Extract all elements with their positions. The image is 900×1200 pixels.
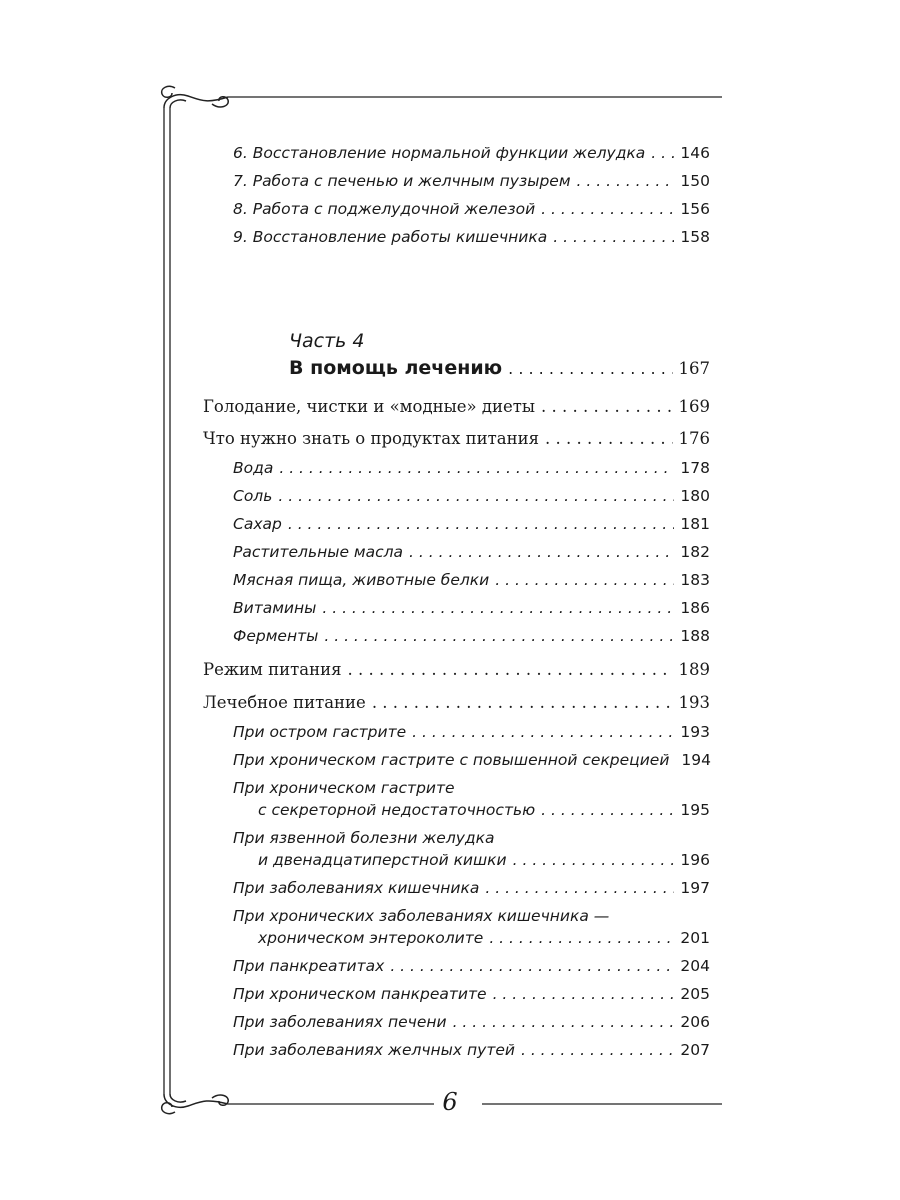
toc-entry-title: и двенадцатиперстной кишки xyxy=(258,851,507,869)
dot-leader xyxy=(493,983,675,1005)
toc-entry-page: 183 xyxy=(680,571,710,589)
dot-leader xyxy=(453,1011,675,1033)
toc-entry-page: 156 xyxy=(680,200,710,218)
toc-entry-title: 7. Работа с печенью и желчным пузырем xyxy=(233,172,571,190)
toc-entry-page: 158 xyxy=(680,228,710,246)
toc-entry-page: 194 xyxy=(681,751,712,769)
toc-entry-title: При заболеваниях печени xyxy=(233,1013,447,1031)
toc-entry xyxy=(233,877,710,899)
toc-entry-page: 193 xyxy=(680,723,710,741)
toc-section-title: Режим питания xyxy=(203,660,342,679)
toc-section-title: Лечебное питание xyxy=(203,693,366,712)
dot-leader xyxy=(485,877,674,899)
toc-entry xyxy=(233,983,710,1005)
toc-entry xyxy=(233,1011,710,1033)
toc-entry-title: Вода xyxy=(233,459,274,477)
toc-entry-page: 196 xyxy=(680,851,710,869)
toc-entry-page: 181 xyxy=(680,515,710,533)
toc-entry-page: 206 xyxy=(680,1013,710,1031)
toc-entry xyxy=(233,597,710,619)
dot-leader xyxy=(412,721,674,743)
toc-entry-title: 6. Восстановление нормальной функции желудка xyxy=(233,144,646,162)
toc-entry-page: 205 xyxy=(680,985,710,1003)
toc-section-page: 193 xyxy=(678,693,710,712)
toc-entry-title: Соль xyxy=(233,487,273,505)
toc-entry-line1: При хронических заболеваниях кишечника — xyxy=(233,907,610,925)
dot-leader xyxy=(372,692,673,714)
toc-entry-page: 195 xyxy=(680,801,710,819)
dot-leader xyxy=(279,457,674,479)
toc-section xyxy=(203,428,710,450)
toc-entry-page: 180 xyxy=(680,487,710,505)
dot-leader xyxy=(521,1039,674,1061)
toc-entry xyxy=(233,170,710,192)
toc-entry-title: Ферменты xyxy=(233,627,319,645)
toc-entry xyxy=(233,749,710,771)
toc-entry-page: 188 xyxy=(680,627,710,645)
toc-entry-title: Растительные масла xyxy=(233,543,404,561)
toc-section-page: 189 xyxy=(678,660,710,679)
dot-leader xyxy=(324,625,674,647)
dot-leader xyxy=(288,513,675,535)
toc-entry-title: Сахар xyxy=(233,515,282,533)
toc-entry-title: При хроническом гастрите с повышенной секрецией xyxy=(233,751,670,769)
toc-entry xyxy=(258,849,710,871)
dot-leader xyxy=(541,799,674,821)
toc-entry-title: Мясная пища, животные белки xyxy=(233,571,490,589)
toc-entry-line1: При хроническом гастрите xyxy=(233,779,455,797)
dot-leader xyxy=(541,396,672,418)
toc-entry xyxy=(258,927,710,949)
toc-entry xyxy=(233,569,710,591)
dot-leader xyxy=(651,142,674,164)
toc-entry-title: 9. Восстановление работы кишечника xyxy=(233,228,548,246)
toc-section xyxy=(203,396,710,418)
toc-section-title: Голодание, чистки и «модные» диеты xyxy=(203,397,536,416)
toc-entry-line1: При язвенной болезни желудка xyxy=(233,829,495,847)
toc-entry-title: При заболеваниях кишечника xyxy=(233,879,480,897)
dot-leader xyxy=(348,659,673,681)
toc-entry xyxy=(233,485,710,507)
toc-entry xyxy=(233,226,710,248)
toc-entry xyxy=(233,1039,710,1061)
toc-entry xyxy=(233,625,710,647)
toc-section-title: Что нужно знать о продуктах питания xyxy=(203,429,540,448)
toc-entry xyxy=(233,198,710,220)
toc-entry-title: При остром гастрите xyxy=(233,723,407,741)
toc-entry-page: 204 xyxy=(680,957,710,975)
toc-entry xyxy=(233,721,710,743)
dot-leader xyxy=(409,541,674,563)
dot-leader xyxy=(553,226,674,248)
part-title-entry xyxy=(289,357,710,379)
part-page: 167 xyxy=(678,359,710,378)
toc-entry-page: 178 xyxy=(680,459,710,477)
toc-section xyxy=(203,692,710,714)
toc-entry-title: 8. Работа с поджелудочной железой xyxy=(233,200,536,218)
toc-section-page: 169 xyxy=(678,397,710,416)
toc-entry-page: 197 xyxy=(680,879,710,897)
dot-leader xyxy=(322,597,674,619)
toc-entry-page: 182 xyxy=(680,543,710,561)
toc-entry-title: При хроническом панкреатите xyxy=(233,985,487,1003)
toc-entry xyxy=(233,513,710,535)
toc-entry xyxy=(233,955,710,977)
toc-entry-page: 207 xyxy=(680,1041,710,1059)
toc-entry-title: хроническом энтероколите xyxy=(258,929,484,947)
dot-leader xyxy=(508,359,672,378)
dot-leader xyxy=(495,569,674,591)
toc-entry-title: При панкреатитах xyxy=(233,957,385,975)
dot-leader xyxy=(278,485,674,507)
toc-entry-title: При заболеваниях желчных путей xyxy=(233,1041,515,1059)
dot-leader xyxy=(513,849,675,871)
toc-section xyxy=(203,659,710,681)
toc-entry xyxy=(258,799,710,821)
page-number-text: 6 xyxy=(434,1088,465,1116)
toc-entry xyxy=(233,457,710,479)
toc-entry-page: 186 xyxy=(680,599,710,617)
part-title: В помощь лечению xyxy=(289,357,503,379)
toc-entry xyxy=(233,142,710,164)
toc-entry-page: 150 xyxy=(680,172,710,190)
toc-entry-page: 146 xyxy=(680,144,710,162)
dot-leader xyxy=(541,198,674,220)
toc-entry-title: с секреторной недостаточностью xyxy=(258,801,536,819)
dot-leader xyxy=(390,955,674,977)
dot-leader xyxy=(489,927,674,949)
toc-entry-title: Витамины xyxy=(233,599,317,617)
part-label: Часть 4 xyxy=(289,330,365,352)
toc-section-page: 176 xyxy=(678,429,710,448)
toc-entry-page: 201 xyxy=(680,929,710,947)
toc-entry xyxy=(233,541,710,563)
dot-leader xyxy=(545,428,672,450)
dot-leader xyxy=(577,170,675,192)
